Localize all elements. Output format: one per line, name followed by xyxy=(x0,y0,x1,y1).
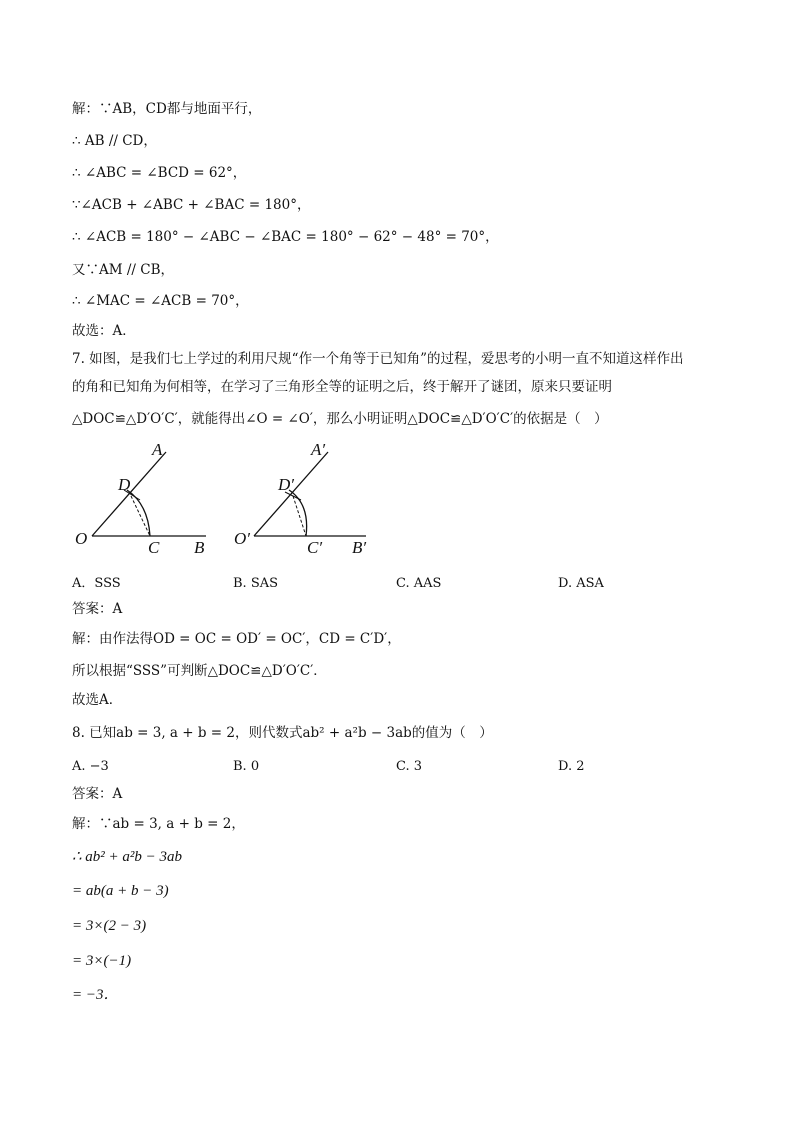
original-angle xyxy=(75,440,206,557)
q8-solution-line-5: = 3×(−1) xyxy=(72,953,132,969)
ray-oa xyxy=(92,452,166,536)
label-a2: A′ xyxy=(311,440,326,459)
q8-option-c[interactable]: C. 3 xyxy=(396,759,423,774)
q8-stem: 8. 已知ab = 3, a + b = 2，则代数式ab² + a²b − 3ab的值为（ ） xyxy=(72,725,493,741)
q6-solution-line-5: ∴ ∠ACB = 180° − ∠ABC − ∠BAC = 180° − 62° − 48° = 70°， xyxy=(72,229,499,245)
q7-option-d[interactable]: D. ASA xyxy=(558,576,604,591)
label-b2: B′ xyxy=(352,538,367,557)
label-c: C xyxy=(148,538,160,557)
q8-answer: 答案：A xyxy=(72,786,123,802)
segment-d2c2 xyxy=(293,496,306,536)
label-a: A xyxy=(152,440,163,459)
q6-solution-line-4: ∵∠ACB + ∠ABC + ∠BAC = 180°， xyxy=(72,197,311,213)
q8-solution-line-6: = −3． xyxy=(72,987,119,1003)
label-c2: C′ xyxy=(307,538,323,557)
q6-solution-line-2: ∴ AB // CD， xyxy=(72,133,157,149)
label-d: D xyxy=(118,475,131,494)
angle-construction-figure xyxy=(70,436,390,565)
q8-solution-line-1: 解：∵ab = 3, a + b = 2， xyxy=(72,816,245,832)
q8-option-b[interactable]: B. 0 xyxy=(233,759,260,774)
label-b: B xyxy=(194,538,205,557)
q7-option-a[interactable]: A．SSS xyxy=(72,576,121,591)
arc-d2c2 xyxy=(289,490,307,536)
q7-answer: 答案：A xyxy=(72,601,123,617)
q7-stem-line-2: 的角和已知角为何相等，在学习了三角形全等的证明之后，终于解开了谜团，原来只要证明 xyxy=(72,379,612,395)
q8-solution-line-3: = ab(a + b − 3) xyxy=(72,883,169,899)
label-o: O xyxy=(75,529,88,548)
segment-dc xyxy=(131,496,150,536)
ray-o2a2 xyxy=(254,452,328,536)
q6-solution-line-3: ∴ ∠ABC = ∠BCD = 62°， xyxy=(72,165,247,181)
q6-solution-choice: 故选：A． xyxy=(72,323,136,339)
q8-option-a[interactable]: A. −3 xyxy=(72,759,109,774)
q6-solution-line-1: 解：∵AB，CD都与地面平行， xyxy=(72,101,262,117)
q8-option-d[interactable]: D. 2 xyxy=(558,759,585,774)
q7-stem-line-1: 7. 如图，是我们七上学过的利用尺规“作一个角等于已知角”的过程，爱思考的小明一直不知道这样作出 xyxy=(72,351,684,367)
constructed-angle xyxy=(234,440,366,557)
q6-solution-line-6: 又∵AM // CB， xyxy=(72,262,175,278)
q7-option-c[interactable]: C. AAS xyxy=(396,576,442,591)
q7-solution-line-2: 所以根据“SSS”可判断△DOC≌△D′O′C′． xyxy=(72,663,327,679)
q8-solution-line-4: = 3×(2 − 3) xyxy=(72,918,147,934)
q6-solution-line-7: ∴ ∠MAC = ∠ACB = 70°， xyxy=(72,293,249,309)
q7-solution-line-1: 解：由作法得OD = OC = OD′ = OC′，CD = C′D′， xyxy=(72,631,401,647)
q7-option-b[interactable]: B. SAS xyxy=(233,576,279,591)
label-o2: O′ xyxy=(234,529,250,548)
label-d2: D′ xyxy=(278,475,294,494)
q7-solution-choice: 故选A． xyxy=(72,692,123,708)
q8-solution-line-2: ∴ ab² + a²b − 3ab xyxy=(72,849,183,865)
figure-svg xyxy=(70,436,390,561)
q7-stem-line-3: △DOC≌△D′O′C′，就能得出∠O = ∠O′，那么小明证明△DOC≌△D′O′C′的依据是（ ） xyxy=(72,411,608,427)
